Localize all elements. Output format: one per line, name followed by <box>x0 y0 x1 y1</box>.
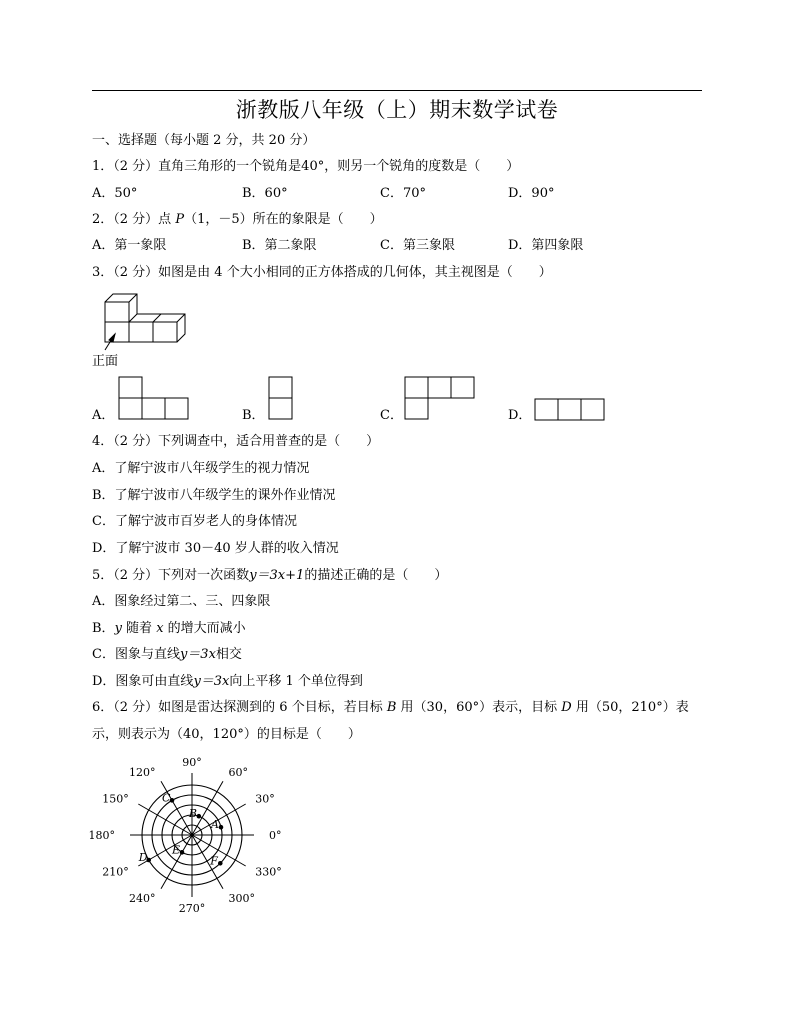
q6-target-d: D <box>561 700 572 715</box>
q5-optb-y: y <box>114 621 122 636</box>
radar-ray <box>161 781 192 835</box>
q3-option-a[interactable]: A． <box>92 408 115 423</box>
q5-optb-pre: B． <box>92 621 115 636</box>
radar-target-label: D <box>138 851 148 864</box>
q6-l1-post: 用（50，210°）表 <box>571 700 689 715</box>
q5-optb-mid: 随着 <box>121 621 157 636</box>
q5-optd-post: 向上平移 1 个单位得到 <box>229 674 363 689</box>
q5-optd-eq: y＝3x <box>193 674 230 689</box>
section-heading: 一、选择题（每小题 2 分，共 20 分） <box>92 133 316 148</box>
question-4-stem: 4．（2 分）下列调查中，适合用普查的是（ ） <box>92 434 380 449</box>
q5-option-b[interactable] <box>92 621 246 637</box>
q1-option-b[interactable]: B．60° <box>242 186 288 201</box>
q1-option-a[interactable]: A．50° <box>92 186 138 201</box>
q5-stem-pre: 5．（2 分）下列对一次函数 <box>92 568 250 583</box>
q5-optb-post: 的增大而减小 <box>163 621 246 636</box>
radar-target-dot <box>218 861 223 866</box>
radar-target-label: B <box>188 807 197 821</box>
q3-option-d-figure[interactable] <box>534 398 606 421</box>
q5-option-d[interactable] <box>92 674 363 690</box>
radar-angle-label: 270° <box>178 902 206 915</box>
q5-optc-pre: C．图象与直线 <box>92 647 180 662</box>
radar-diagram <box>88 748 302 923</box>
question-2-stem <box>92 212 383 228</box>
q1-option-d[interactable]: D．90° <box>508 186 555 201</box>
radar-target-dot <box>180 850 185 855</box>
radar-target-dot <box>197 814 202 819</box>
radar-target-dot <box>219 825 224 830</box>
radar-angle-label: 60° <box>228 765 248 779</box>
q3-option-c-figure[interactable] <box>404 376 476 420</box>
q2-point-var: P <box>175 212 185 227</box>
radar-target-label: E <box>172 843 181 857</box>
q5-option-a[interactable]: A．图象经过第二、三、四象限 <box>92 594 271 609</box>
q2-option-d[interactable]: D．第四象限 <box>508 238 584 253</box>
q3-option-b[interactable]: B． <box>242 408 265 423</box>
q2-stem-pre: 2．（2 分）点 <box>92 212 176 227</box>
q5-option-c[interactable] <box>92 647 242 663</box>
radar-angle-label: 330° <box>255 865 282 879</box>
q5-optb-x: x <box>156 621 164 636</box>
radar-ray <box>192 835 223 889</box>
q2-option-b[interactable]: B．第二象限 <box>242 238 317 253</box>
q1-option-c[interactable]: C．70° <box>380 186 426 201</box>
radar-ray <box>192 835 246 866</box>
q2-stem-post: （1，－5）所在的象限是（ ） <box>184 212 383 227</box>
q5-optd-pre: D．图象可由直线 <box>92 674 194 689</box>
q6-l1-mid: 用（30，60°）表示，目标 <box>396 700 562 715</box>
q3-option-a-figure[interactable] <box>118 376 190 420</box>
q5-optc-eq: y＝3x <box>179 647 216 662</box>
q4-option-b[interactable]: B．了解宁波市八年级学生的课外作业情况 <box>92 488 336 503</box>
question-6-stem-line2: 示，则表示为（40，120°）的目标是（ ） <box>92 727 361 742</box>
radar-angle-label: 120° <box>129 765 156 779</box>
q3-option-b-figure[interactable] <box>268 376 294 420</box>
q5-optc-post: 相交 <box>215 647 242 662</box>
question-5-stem <box>92 568 447 584</box>
q5-equation: y＝3x+1 <box>249 568 305 583</box>
q2-option-c[interactable]: C．第三象限 <box>380 238 455 253</box>
radar-angle-label: 300° <box>228 892 255 906</box>
q6-target-b: B <box>386 700 397 715</box>
header-rule <box>92 90 702 91</box>
radar-target-label: A <box>210 818 219 832</box>
q3-option-c[interactable]: C． <box>380 408 403 423</box>
page-title: 浙教版八年级（上）期末数学试卷 <box>235 98 559 122</box>
question-1-stem: 1．（2 分）直角三角形的一个锐角是40°，则另一个锐角的度数是（ ） <box>92 159 520 174</box>
radar-target-label: F <box>210 854 218 868</box>
radar-angle-label: 0° <box>269 829 282 842</box>
q4-option-d[interactable]: D．了解宁波市 30－40 岁人群的收入情况 <box>92 541 339 556</box>
radar-angle-label: 240° <box>129 892 156 906</box>
q2-option-a[interactable]: A．第一象限 <box>92 238 167 253</box>
q5-stem-post: 的描述正确的是（ ） <box>304 568 448 583</box>
q4-option-a[interactable]: A．了解宁波市八年级学生的视力情况 <box>92 461 310 476</box>
radar-ray <box>138 804 192 835</box>
question-3-stem: 3．（2 分）如图是由 4 个大小相同的正方体搭成的几何体，其主视图是（ ） <box>92 265 552 280</box>
radar-angle-label: 180° <box>88 829 115 842</box>
radar-angle-label: 30° <box>255 792 275 806</box>
q3-option-d[interactable]: D． <box>508 408 532 423</box>
radar-angle-label: 90° <box>182 756 202 769</box>
radar-angle-label: 150° <box>102 792 129 806</box>
question-6-stem-line1 <box>92 700 689 716</box>
q6-l1-pre: 6．（2 分）如图是雷达探测到的 6 个目标，若目标 <box>92 700 387 715</box>
cube-solid-figure <box>95 290 195 350</box>
radar-target-label: C <box>162 791 171 805</box>
radar-angle-label: 210° <box>102 865 129 879</box>
front-view-label: 正面 <box>92 354 119 369</box>
q4-option-c[interactable]: C．了解宁波市百岁老人的身体情况 <box>92 514 297 529</box>
